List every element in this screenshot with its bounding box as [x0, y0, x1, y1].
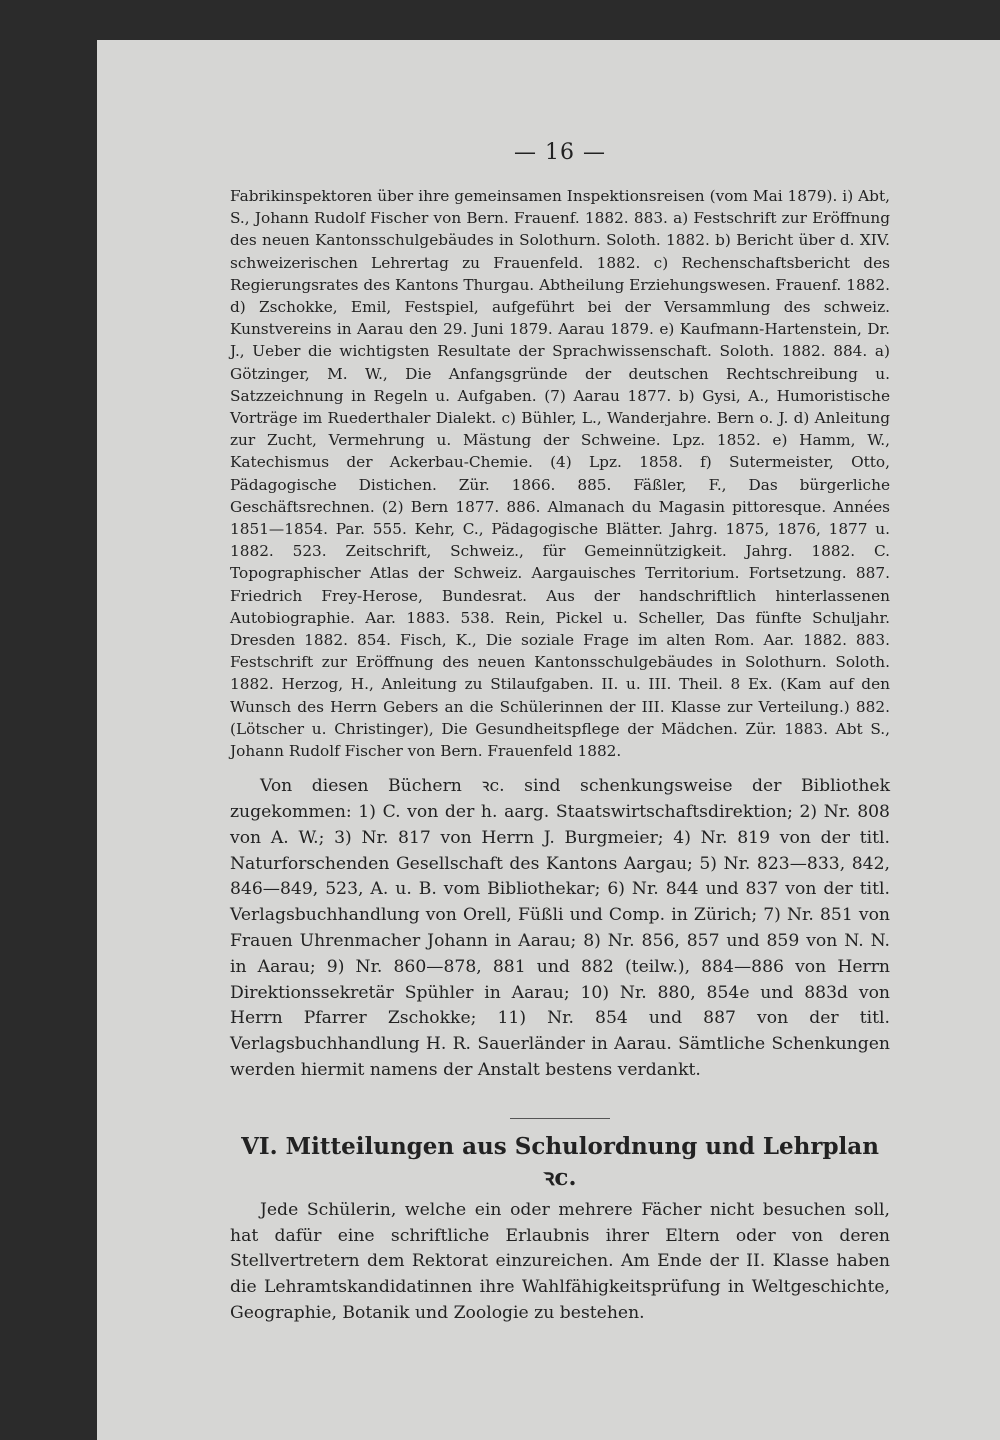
section-body	[230, 1198, 890, 1327]
page-number: — 16 —	[514, 140, 606, 165]
page-content	[230, 140, 890, 1327]
document-page	[97, 40, 1000, 1440]
donations-section	[230, 774, 890, 1084]
section-paragraph: Jede Schülerin, welche ein oder mehrere Fächer nicht besuchen soll, hat dafür eine schriftliche Erlaubnis ihrer Eltern oder von deren Stellvertretern dem Rektorat einzureichen. Am Ende der II. Klasse haben die Lehramtskandidatinnen ihre Wahlfähigkeitsprüfung in Weltgeschichte, Geographie, Botanik und Zoologie zu bestehen.	[230, 1199, 890, 1324]
section-heading: VI. Mitteilungen aus Schulordnung und Lehrplan ꝛc.	[241, 1132, 879, 1191]
bibliography-list	[230, 185, 890, 762]
section-divider	[510, 1118, 610, 1119]
bibliography-paragraph: Fabrikinspektoren über ihre gemeinsamen Inspektionsreisen (vom Mai 1879). i) Abt, S., Johann Rudolf Fischer von Bern. Frauenf. 1882. 883. a) Festschrift zur Eröffnung des neuen Kantonsschulgebäudes in Solothurn. Soloth. 1882. b) Bericht über d. XIV. schweizerischen Lehrertag zu Frauenfeld. 1882. c) Rechenschaftsbericht des Regierungsrates des Kantons Thurgau. Abtheilung Erziehungswesen. Frauenf. 1882. d) Zschokke, Emil, Festspiel, aufgeführt bei der Versammlung des schweiz. Kunstvereins in Aarau den 29. Juni 1879. Aarau 1879. e) Kaufmann-Hartenstein, Dr. J., Ueber die wichtigsten Resultate der Sprachwissenschaft. Soloth. 1882. 884. a) Götzinger, M. W., Die Anfangsgründe der deutschen Rechtschreibung u. Satzzeichnung in Regeln u. Aufgaben. (7) Aarau 1877. b) Gysi, A., Humoristische Vorträge im Ruederthaler Dialekt. c) Bühler, L., Wanderjahre. Bern o. J. d) Anleitung zur Zucht, Vermehrung u. Mästung der Schweine. Lpz. 1852. e) Hamm, W., Katechismus der Ackerbau-Chemie. (4) Lpz. 1858. f) Sutermeister, Otto, Pädagogische Distichen. Zür. 1866. 885. Fäßler, F., Das bürgerliche Geschäftsrechnen. (2) Bern 1877. 886. Almanach du Magasin pittoresque. Années 1851—1854. Par. 555. Kehr, C., Pädagogische Blätter. Jahrg. 1875, 1876, 1877 u. 1882. 523. Zeitschrift, Schweiz., für Gemeinnützigkeit. Jahrg. 1882. C. Topographischer Atlas der Schweiz. Aargauisches Territorium. Fortsetzung. 887. Friedrich Frey-Herose, Bundesrat. Aus der handschriftlich hinterlassenen Autobiographie. Aar. 1883. 538. Rein, Pickel u. Scheller, Das fünfte Schuljahr. Dresden 1882. 854. Fisch, K., Die soziale Frage im alten Rom. Aar. 1882. 883. Festschrift zur Eröffnung des neuen Kantonsschulgebäudes in Solothurn. Soloth. 1882. Herzog, H., Anleitung zu Stilaufgaben. II. u. III. Theil. 8 Ex. (Kam auf den Wunsch des Herrn Gebers an die Schülerinnen der III. Klasse zur Verteilung.) 882. (Lötscher u. Christinger), Die Gesundheitspflege der Mädchen. Zür. 1883. Abt S., Johann Rudolf Fischer von Bern. Frauenfeld 1882.	[230, 187, 890, 761]
donations-paragraph: Von diesen Büchern ꝛc. sind schenkungsweise der Bibliothek zugekommen: 1) C. von der h. aarg. Staatswirtschaftsdirektion; 2) Nr. 808 von A. W.; 3) Nr. 817 von Herrn J. Burgmeier; 4) Nr. 819 von der titl. Naturforschenden Gesellschaft des Kantons Aargau; 5) Nr. 823—833, 842, 846—849, 523, A. u. B. vom Bibliothekar; 6) Nr. 844 und 837 von der titl. Verlagsbuchhandlung von Orell, Füßli und Comp. in Zürich; 7) Nr. 851 von Frauen Uhrenmacher Johann in Aarau; 8) Nr. 856, 857 und 859 von N. N. in Aarau; 9) Nr. 860—878, 881 und 882 (teilw.), 884—886 von Herrn Direktionssekretär Spühler in Aarau; 10) Nr. 880, 854e und 883d von Herrn Pfarrer Zschokke; 11) Nr. 854 und 887 von der titl. Verlagsbuchhandlung H. R. Sauerländer in Aarau. Sämtliche Schenkungen werden hiermit namens der Anstalt bestens verdankt.	[230, 776, 890, 1081]
